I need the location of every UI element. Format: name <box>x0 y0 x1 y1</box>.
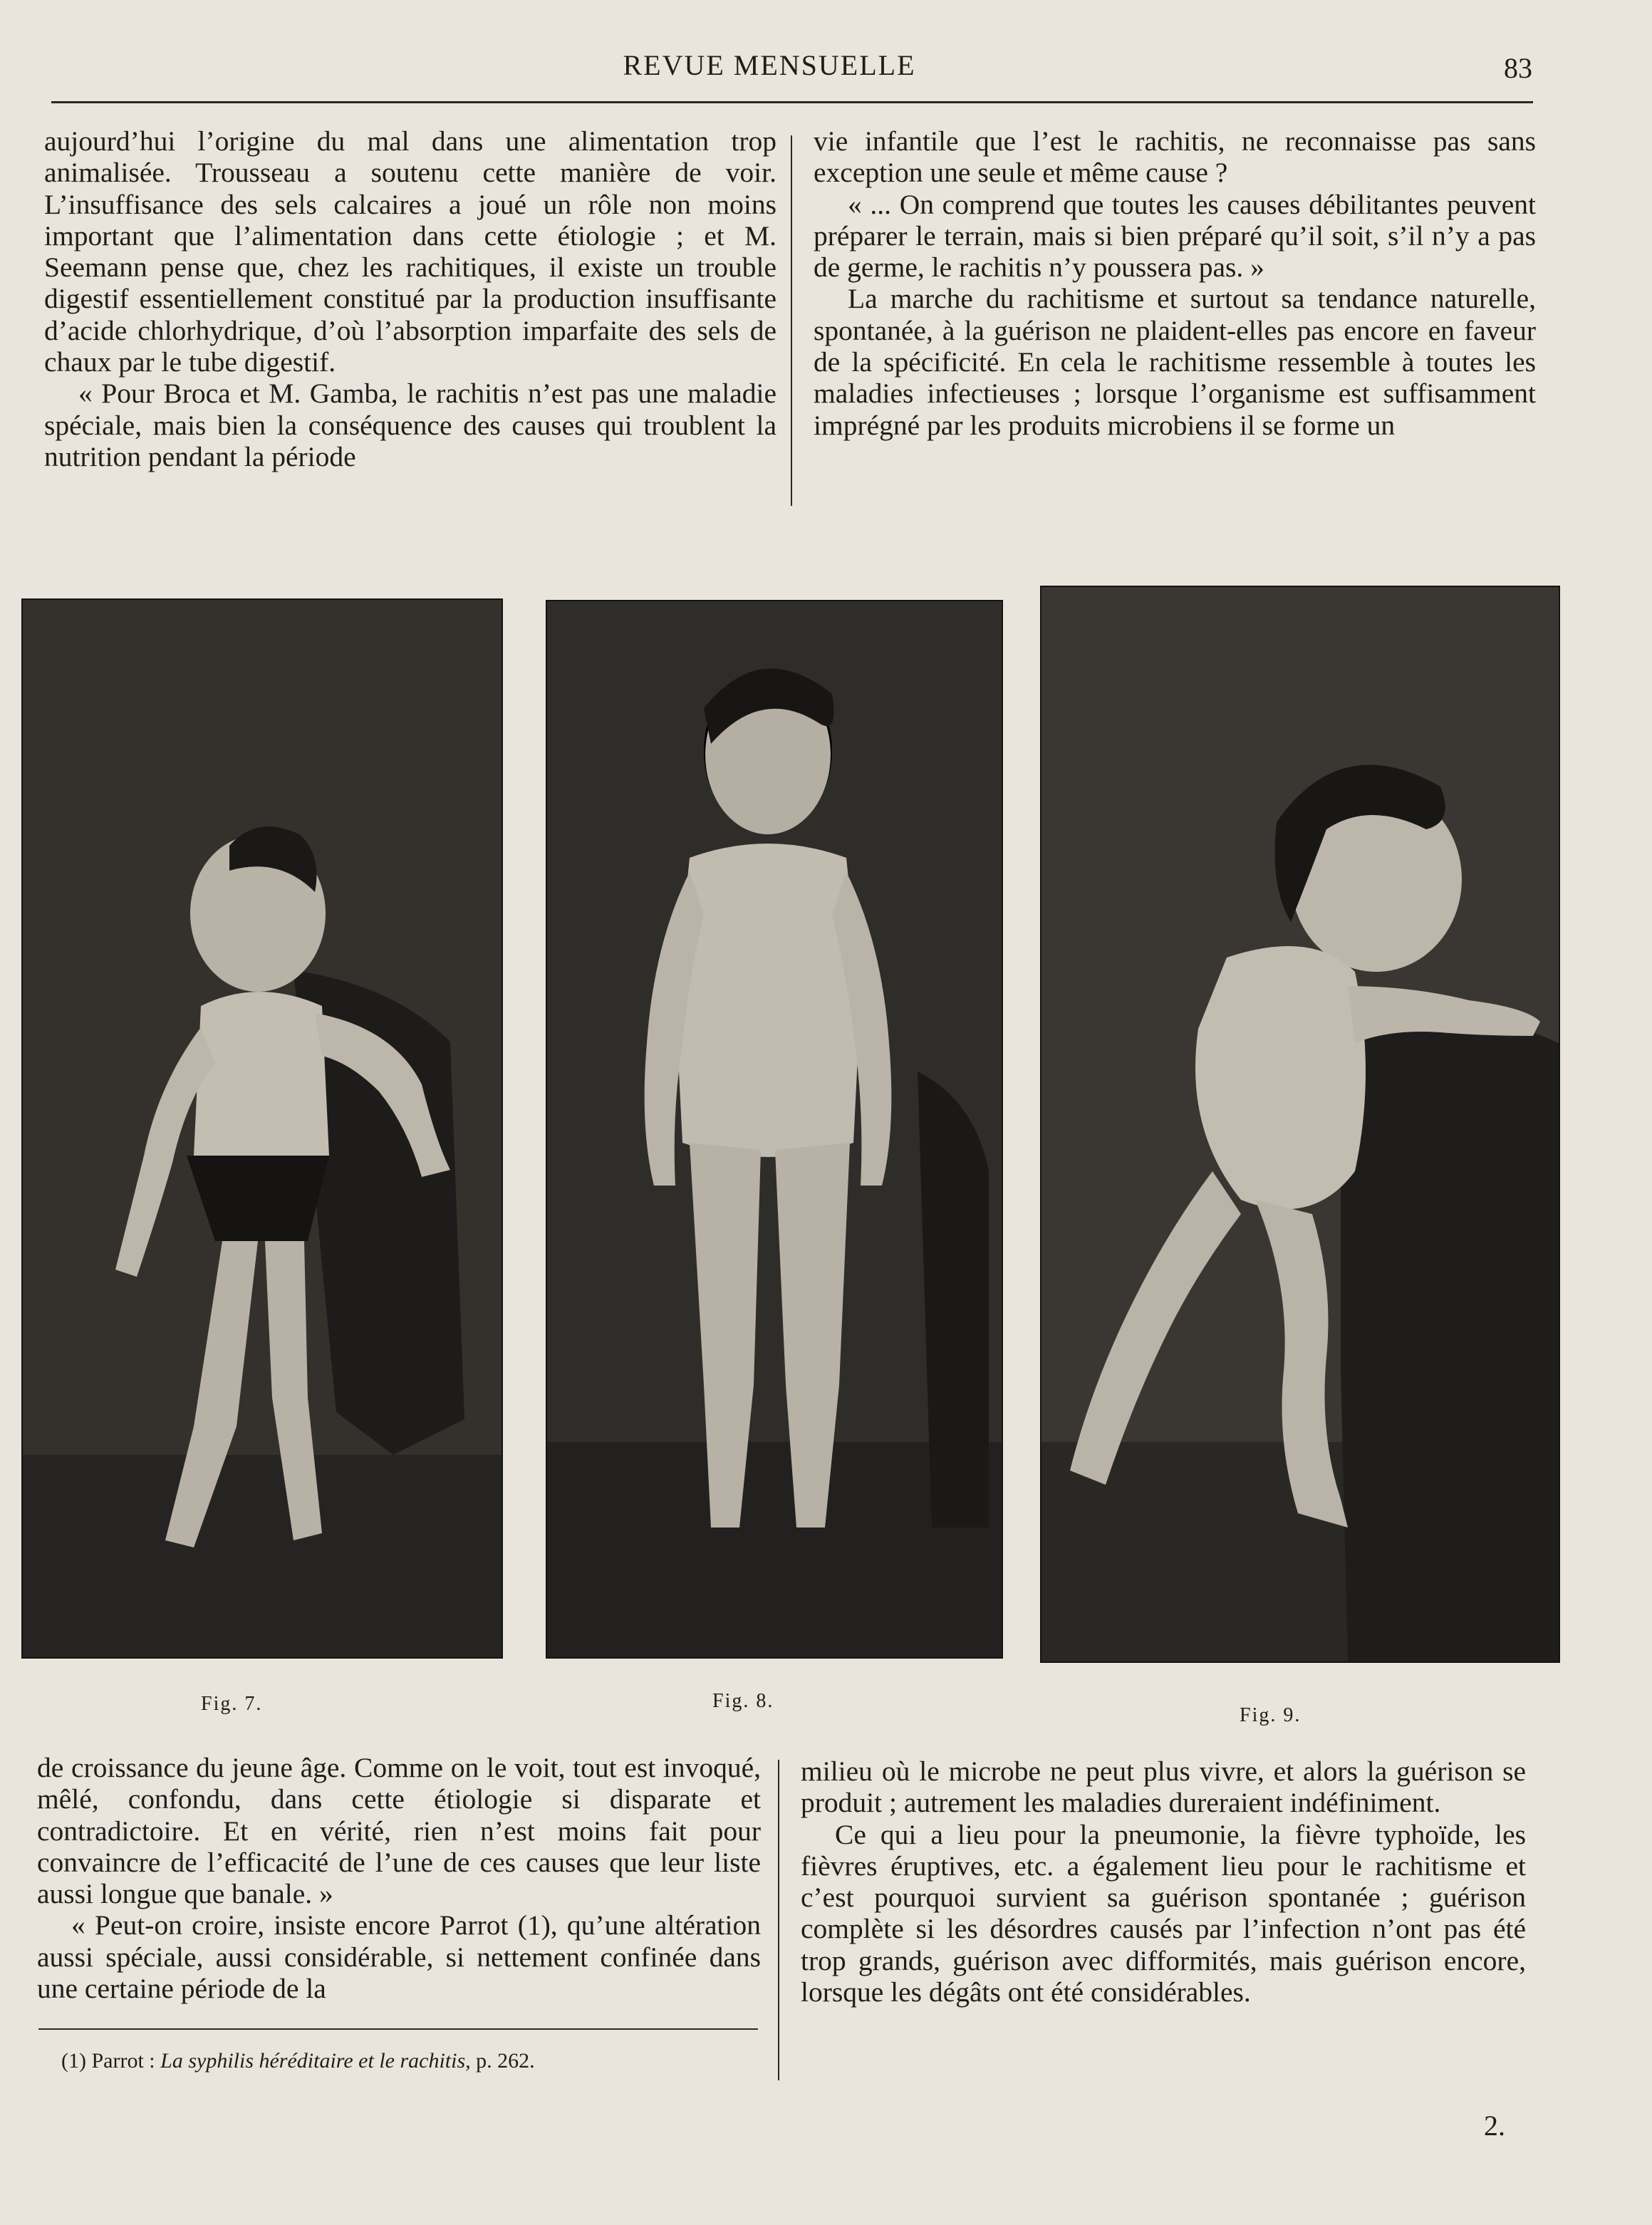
paragraph: La marche du rachitisme et surtout sa tendance naturelle, spontanée, à la guérison ne plaident-elles pas encore en faveur de la spécificité. En cela le rachitisme ressemble à toutes les maladies infectieuses ; lorsque l’organisme est suffisamment imprégné par les produits microbiens il se forme un <box>814 283 1536 441</box>
photo-figure-8 <box>546 600 1003 1659</box>
child-front-photo <box>547 601 1002 1657</box>
top-right-column <box>814 125 1536 441</box>
column-divider <box>791 135 792 506</box>
bottom-left-column <box>37 1752 761 2004</box>
signature-mark: 2. <box>1484 2110 1505 2142</box>
paragraph: « Peut-on croire, insiste encore Parrot (1), qu’une altération aussi spéciale, aussi considérable, si nettement confinée dans une certaine période de la <box>37 1909 761 2005</box>
paragraph: vie infantile que l’est le rachitis, ne reconnaisse pas sans exception une seule et même cause ? <box>814 125 1536 189</box>
figure-caption: Fig. 8. <box>712 1690 774 1712</box>
paragraph: « ... On comprend que toutes les causes débilitantes peuvent préparer le terrain, mais si bien préparé qu’il soit, s’il n’y a pas de germe, le rachitis n’y poussera pas. » <box>814 188 1536 284</box>
photo-figure-9 <box>1040 586 1560 1663</box>
header-rule <box>51 101 1533 103</box>
footnote <box>61 2049 535 2073</box>
paragraph: de croissance du jeune âge. Comme on le voit, tout est invoqué, mêlé, confondu, dans cette étiologie si disparate et contradictoire. Et en vérité, rien n’est moins fait pour convaincre de l’efficacité de l’une de ces causes que leur liste aussi longue que banale. » <box>37 1752 761 1910</box>
figure-caption: Fig. 9. <box>1240 1704 1302 1726</box>
footnote-page: p. 262. <box>476 2049 535 2073</box>
column-divider <box>778 1760 779 2080</box>
paragraph: « Pour Broca et M. Gamba, le rachitis n’est pas une maladie spéciale, mais bien la conséquence des causes qui troublent la nutrition pendant la période <box>44 378 776 472</box>
child-side-photo <box>1041 587 1559 1661</box>
page-number: 83 <box>1504 52 1532 84</box>
running-header: REVUE MENSUELLE <box>623 49 916 81</box>
child-standing-photo <box>23 600 502 1657</box>
footnote-title: La syphilis héréditaire et le rachitis, <box>160 2049 471 2073</box>
figure-caption: Fig. 7. <box>201 1693 263 1715</box>
photo-figure-7 <box>21 598 503 1659</box>
bottom-right-column <box>801 1755 1526 2008</box>
paragraph: Ce qui a lieu pour la pneumonie, la fièvre typhoïde, les fièvres éruptives, etc. a également lieu pour le rachitisme et c’est pourquoi survient sa guérison spontanée ; guérison complète si les désordres causés par l’infection n’ont pas été trop grands, guérison avec difformités, mais guérison encore, lorsque les dégâts ont été considérables. <box>801 1818 1526 2008</box>
paragraph: milieu où le microbe ne peut plus vivre, et alors la guérison se produit ; autrement les maladies dureraient indéfiniment. <box>801 1755 1526 1819</box>
top-left-column <box>44 125 776 472</box>
paragraph: aujourd’hui l’origine du mal dans une alimentation trop animalisée. Trousseau a soutenu cette manière de voir. L’insuffisance des sels calcaires a joué un rôle non moins important que l’alimentation dans cette étiologie ; et M. Seemann pense que, chez les rachitiques, il existe un trouble digestif essentiellement constitué par la production insuffisante d’acide chlorhydrique, d’où l’absorption imparfaite des sels de chaux par le tube digestif. <box>44 125 776 378</box>
footnote-author: (1) Parrot : <box>61 2049 155 2073</box>
footnote-rule <box>38 2028 758 2030</box>
